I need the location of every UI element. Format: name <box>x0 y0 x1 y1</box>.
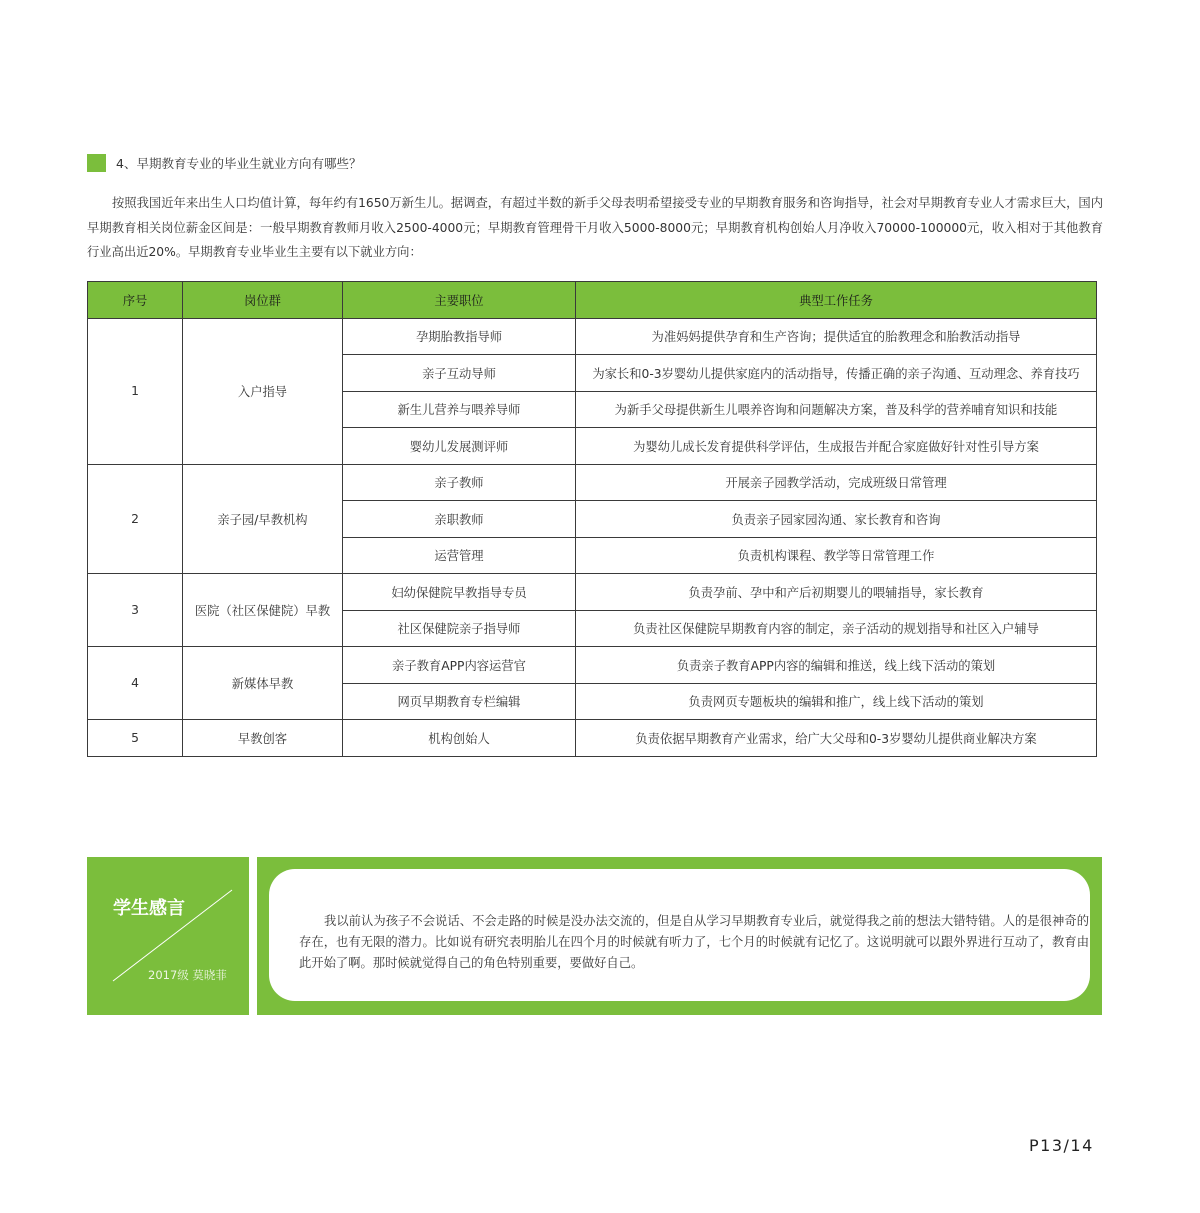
cell-task: 负责亲子园家园沟通、家长教育和咨询 <box>576 501 1097 538</box>
section-title: 4、早期教育专业的毕业生就业方向有哪些？ <box>116 156 362 171</box>
cell-group: 新媒体早教 <box>183 647 343 720</box>
cell-position: 亲子教育APP内容运营官 <box>343 647 576 684</box>
table-row <box>88 318 1097 355</box>
testimonial-title: 学生感言 <box>113 898 185 919</box>
testimonial-text: 我以前认为孩子不会说话、不会走路的时候是没办法交流的，但是自从学习早期教育专业后，就觉得我之前的想法大错特错。人的是很神奇的存在，也有无限的潜力。比如说有研究表明胎儿在四个月的时候就有听力了，七个月的时候就有记忆了。这说明就可以跟外界进行互动了，教育由此开始了啊。那时候就觉得自己的角色特别重要，要做好自己。 <box>299 914 1089 970</box>
table-row <box>88 574 1097 611</box>
table-row <box>88 720 1097 757</box>
cell-task: 开展亲子园教学活动，完成班级日常管理 <box>576 464 1097 501</box>
cell-task: 为婴幼儿成长发育提供科学评估，生成报告并配合家庭做好针对性引导方案 <box>576 428 1097 465</box>
cell-position: 亲职教师 <box>343 501 576 538</box>
cell-group: 医院（社区保健院）早教 <box>183 574 343 647</box>
cell-no: 3 <box>88 574 183 647</box>
cell-position: 妇幼保健院早教指导专员 <box>343 574 576 611</box>
cell-position: 亲子互动导师 <box>343 355 576 392</box>
cell-position: 运营管理 <box>343 537 576 574</box>
cell-no: 1 <box>88 318 183 464</box>
cell-task: 负责亲子教育APP内容的编辑和推送，线上线下活动的策划 <box>576 647 1097 684</box>
cell-task: 为准妈妈提供孕育和生产咨询；提供适宜的胎教理念和胎教活动指导 <box>576 318 1097 355</box>
testimonial-panel <box>257 857 1102 1015</box>
table-row <box>88 464 1097 501</box>
cell-position: 亲子教师 <box>343 464 576 501</box>
cell-position: 社区保健院亲子指导师 <box>343 610 576 647</box>
testimonial-author: 2017级 莫晓菲 <box>148 968 227 982</box>
cell-group: 入户指导 <box>183 318 343 464</box>
cell-task: 负责网页专题板块的编辑和推广，线上线下活动的策划 <box>576 683 1097 720</box>
cell-group: 亲子园/早教机构 <box>183 464 343 574</box>
cell-task: 负责机构课程、教学等日常管理工作 <box>576 537 1097 574</box>
cell-task: 负责孕前、孕中和产后初期婴儿的喂辅指导，家长教育 <box>576 574 1097 611</box>
cell-no: 2 <box>88 464 183 574</box>
cell-position: 网页早期教育专栏编辑 <box>343 683 576 720</box>
cell-group: 早教创客 <box>183 720 343 757</box>
page-number: P13/14 <box>1029 1136 1094 1155</box>
cell-task: 为家长和0-3岁婴幼儿提供家庭内的活动指导，传播正确的亲子沟通、互动理念、养育技巧 <box>576 355 1097 392</box>
header-task: 典型工作任务 <box>576 282 1097 319</box>
testimonial-label-panel <box>87 857 249 1015</box>
employment-table <box>87 281 1097 757</box>
cell-position: 婴幼儿发展测评师 <box>343 428 576 465</box>
cell-task: 负责社区保健院早期教育内容的制定，亲子活动的规划指导和社区入户辅导 <box>576 610 1097 647</box>
cell-position: 孕期胎教指导师 <box>343 318 576 355</box>
cell-task: 为新手父母提供新生儿喂养咨询和问题解决方案，普及科学的营养哺育知识和技能 <box>576 391 1097 428</box>
table-row <box>88 647 1097 684</box>
header-group: 岗位群 <box>183 282 343 319</box>
cell-position: 机构创始人 <box>343 720 576 757</box>
intro-paragraph: 按照我国近年来出生人口均值计算，每年约有1650万新生儿。据调查，有超过半数的新手父母表明希望接受专业的早期教育服务和咨询指导，社会对早期教育专业人才需求巨大，国内早期教育相关岗位薪金区间是：一般早期教育教师月收入2500-4000元；早期教育管理骨干月收入5000-8000元；早期教育机构创始人月净收入70000-100000元，收入相对于其他教育行业高出近20%。早期教育专业毕业生主要有以下就业方向： <box>87 196 1103 259</box>
testimonial-box <box>269 869 1090 1001</box>
diagonal-divider <box>87 857 249 1015</box>
table-header-row <box>88 282 1097 319</box>
cell-no: 5 <box>88 720 183 757</box>
section-marker <box>87 154 106 172</box>
cell-position: 新生儿营养与喂养导师 <box>343 391 576 428</box>
cell-task: 负责依据早期教育产业需求，给广大父母和0-3岁婴幼儿提供商业解决方案 <box>576 720 1097 757</box>
header-no: 序号 <box>88 282 183 319</box>
cell-no: 4 <box>88 647 183 720</box>
header-position: 主要职位 <box>343 282 576 319</box>
